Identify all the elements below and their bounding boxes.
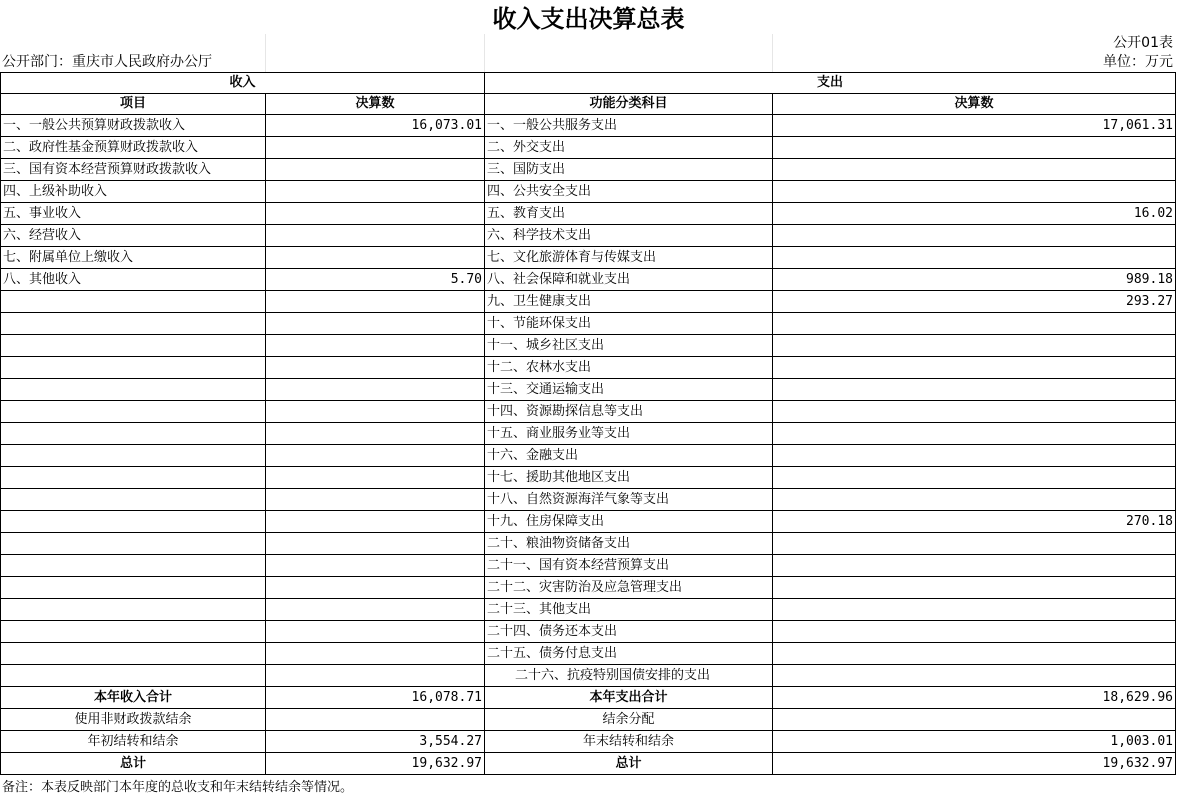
table-row — [1, 225, 1176, 247]
income-value — [266, 665, 485, 687]
income-label: 五、事业收入 — [1, 203, 266, 225]
unit-label: 单位：万元 — [1103, 54, 1173, 70]
income-value — [266, 225, 485, 247]
table-row — [1, 181, 1176, 203]
expense-value: 16.02 — [773, 203, 1176, 225]
nonfiscal-value — [266, 709, 485, 731]
income-label — [1, 665, 266, 687]
expense-label: 二十三、其他支出 — [485, 599, 773, 621]
income-label — [1, 599, 266, 621]
table-row — [1, 247, 1176, 269]
expense-value — [773, 379, 1176, 401]
expense-value — [773, 533, 1176, 555]
expense-label: 五、教育支出 — [485, 203, 773, 225]
expense-value — [773, 137, 1176, 159]
expense-label: 二、外交支出 — [485, 137, 773, 159]
expense-label: 七、文化旅游体育与传媒支出 — [485, 247, 773, 269]
table-row — [1, 401, 1176, 423]
income-value — [266, 533, 485, 555]
income-label — [1, 313, 266, 335]
table-row — [1, 621, 1176, 643]
income-label — [1, 445, 266, 467]
income-value: 16,073.01 — [266, 115, 485, 137]
income-label — [1, 489, 266, 511]
income-label — [1, 555, 266, 577]
expense-value: 293.27 — [773, 291, 1176, 313]
col-header-item: 项目 — [1, 94, 266, 115]
income-label — [1, 511, 266, 533]
income-label — [1, 643, 266, 665]
table-row — [1, 269, 1176, 291]
expense-value — [773, 159, 1176, 181]
expense-label: 二十二、灾害防治及应急管理支出 — [485, 577, 773, 599]
expense-value — [773, 621, 1176, 643]
expense-label: 三、国防支出 — [485, 159, 773, 181]
expense-value: 17,061.31 — [773, 115, 1176, 137]
income-value — [266, 247, 485, 269]
income-value — [266, 643, 485, 665]
table-row — [1, 511, 1176, 533]
income-section-header: 收入 — [1, 73, 485, 94]
income-label — [1, 533, 266, 555]
expense-label: 十一、城乡社区支出 — [485, 335, 773, 357]
expense-label: 六、科学技术支出 — [485, 225, 773, 247]
income-value — [266, 467, 485, 489]
income-label — [1, 335, 266, 357]
income-value — [266, 599, 485, 621]
income-value — [266, 511, 485, 533]
expense-value — [773, 247, 1176, 269]
table-row — [1, 665, 1176, 687]
expense-value — [773, 181, 1176, 203]
balance-row — [1, 731, 1176, 753]
expense-label: 二十五、债务付息支出 — [485, 643, 773, 665]
income-label — [1, 577, 266, 599]
expense-value — [773, 665, 1176, 687]
expense-section-header: 支出 — [485, 73, 1176, 94]
expense-value — [773, 423, 1176, 445]
income-label — [1, 423, 266, 445]
income-label — [1, 291, 266, 313]
income-label: 六、经营收入 — [1, 225, 266, 247]
expense-label: 二十六、抗疫特别国债安排的支出 — [485, 665, 773, 687]
department-row — [0, 53, 1177, 72]
end-balance-label: 年末结转和结余 — [485, 731, 773, 753]
grand-expense-label: 总计 — [485, 753, 773, 775]
nonfiscal-label: 使用非财政拨款结余 — [1, 709, 266, 731]
surplus-dist-value — [773, 709, 1176, 731]
income-label: 七、附属单位上缴收入 — [1, 247, 266, 269]
nonfiscal-row — [1, 709, 1176, 731]
expense-label: 一、一般公共服务支出 — [485, 115, 773, 137]
expense-value — [773, 335, 1176, 357]
expense-label: 十三、交通运输支出 — [485, 379, 773, 401]
income-value — [266, 379, 485, 401]
table-row — [1, 313, 1176, 335]
income-label: 一、一般公共预算财政拨款收入 — [1, 115, 266, 137]
section-header-row — [1, 73, 1176, 94]
income-value — [266, 137, 485, 159]
expense-label: 十八、自然资源海洋气象等支出 — [485, 489, 773, 511]
grand-income-label: 总计 — [1, 753, 266, 775]
table-row — [1, 489, 1176, 511]
expense-label: 十六、金融支出 — [485, 445, 773, 467]
expense-label: 四、公共安全支出 — [485, 181, 773, 203]
expense-label: 十九、住房保障支出 — [485, 511, 773, 533]
income-label — [1, 467, 266, 489]
grand-income-value: 19,632.97 — [266, 753, 485, 775]
page-title: 收入支出决算总表 — [492, 5, 685, 33]
expense-value — [773, 599, 1176, 621]
table-row — [1, 137, 1176, 159]
expense-label: 十二、农林水支出 — [485, 357, 773, 379]
income-label — [1, 621, 266, 643]
table-row — [1, 159, 1176, 181]
table-row — [1, 423, 1176, 445]
income-value — [266, 159, 485, 181]
income-label: 四、上级补助收入 — [1, 181, 266, 203]
income-value — [266, 203, 485, 225]
income-value — [266, 577, 485, 599]
expense-value — [773, 577, 1176, 599]
income-total-label: 本年收入合计 — [1, 687, 266, 709]
expense-total-value: 18,629.96 — [773, 687, 1176, 709]
column-header-row — [1, 94, 1176, 115]
expense-label: 十四、资源勘探信息等支出 — [485, 401, 773, 423]
grand-expense-value: 19,632.97 — [773, 753, 1176, 775]
income-expense-total-row — [1, 687, 1176, 709]
income-label — [1, 379, 266, 401]
col-header-amount: 决算数 — [266, 94, 485, 115]
income-label — [1, 401, 266, 423]
expense-value — [773, 225, 1176, 247]
surplus-dist-label: 结余分配 — [485, 709, 773, 731]
table-row — [1, 577, 1176, 599]
expense-label: 十、节能环保支出 — [485, 313, 773, 335]
expense-label: 九、卫生健康支出 — [485, 291, 773, 313]
income-label — [1, 357, 266, 379]
form-code: 公开01表 — [1113, 35, 1173, 51]
income-value — [266, 181, 485, 203]
col-header-function: 功能分类科目 — [485, 94, 773, 115]
department-label: 公开部门：重庆市人民政府办公厅 — [2, 54, 212, 70]
expense-value — [773, 357, 1176, 379]
income-value — [266, 489, 485, 511]
table-row — [1, 467, 1176, 489]
income-value — [266, 555, 485, 577]
table-row — [1, 357, 1176, 379]
income-label: 三、国有资本经营预算财政拨款收入 — [1, 159, 266, 181]
table-row — [1, 599, 1176, 621]
expense-value — [773, 643, 1176, 665]
expense-value — [773, 313, 1176, 335]
income-value: 5.70 — [266, 269, 485, 291]
expense-value — [773, 401, 1176, 423]
expense-label: 八、社会保障和就业支出 — [485, 269, 773, 291]
grand-total-row — [1, 753, 1176, 775]
income-label: 八、其他收入 — [1, 269, 266, 291]
form-code-row — [0, 34, 1177, 53]
expense-label: 十七、援助其他地区支出 — [485, 467, 773, 489]
income-label: 二、政府性基金预算财政拨款收入 — [1, 137, 266, 159]
footnote: 备注：本表反映部门本年度的总收支和年末结转结余等情况。 — [2, 780, 354, 795]
expense-value — [773, 489, 1176, 511]
income-value — [266, 423, 485, 445]
income-value — [266, 313, 485, 335]
income-value — [266, 291, 485, 313]
end-balance-value: 1,003.01 — [773, 731, 1176, 753]
table-row — [1, 445, 1176, 467]
expense-label: 二十一、国有资本经营预算支出 — [485, 555, 773, 577]
expense-label: 十五、商业服务业等支出 — [485, 423, 773, 445]
expense-value — [773, 445, 1176, 467]
income-value — [266, 335, 485, 357]
table-row — [1, 379, 1176, 401]
table-row — [1, 115, 1176, 137]
expense-label: 二十四、债务还本支出 — [485, 621, 773, 643]
table-row — [1, 335, 1176, 357]
begin-balance-label: 年初结转和结余 — [1, 731, 266, 753]
income-value — [266, 621, 485, 643]
income-value — [266, 445, 485, 467]
expense-total-label: 本年支出合计 — [485, 687, 773, 709]
expense-value — [773, 555, 1176, 577]
expense-value — [773, 467, 1176, 489]
table-row — [1, 643, 1176, 665]
table-row — [1, 555, 1176, 577]
budget-table — [0, 72, 1176, 775]
begin-balance-value: 3,554.27 — [266, 731, 485, 753]
col-header-amount-2: 决算数 — [773, 94, 1176, 115]
table-row — [1, 533, 1176, 555]
table-row — [1, 291, 1176, 313]
expense-label: 二十、粮油物资储备支出 — [485, 533, 773, 555]
expense-value: 989.18 — [773, 269, 1176, 291]
income-value — [266, 357, 485, 379]
table-row — [1, 203, 1176, 225]
income-value — [266, 401, 485, 423]
income-total-value: 16,078.71 — [266, 687, 485, 709]
expense-value: 270.18 — [773, 511, 1176, 533]
